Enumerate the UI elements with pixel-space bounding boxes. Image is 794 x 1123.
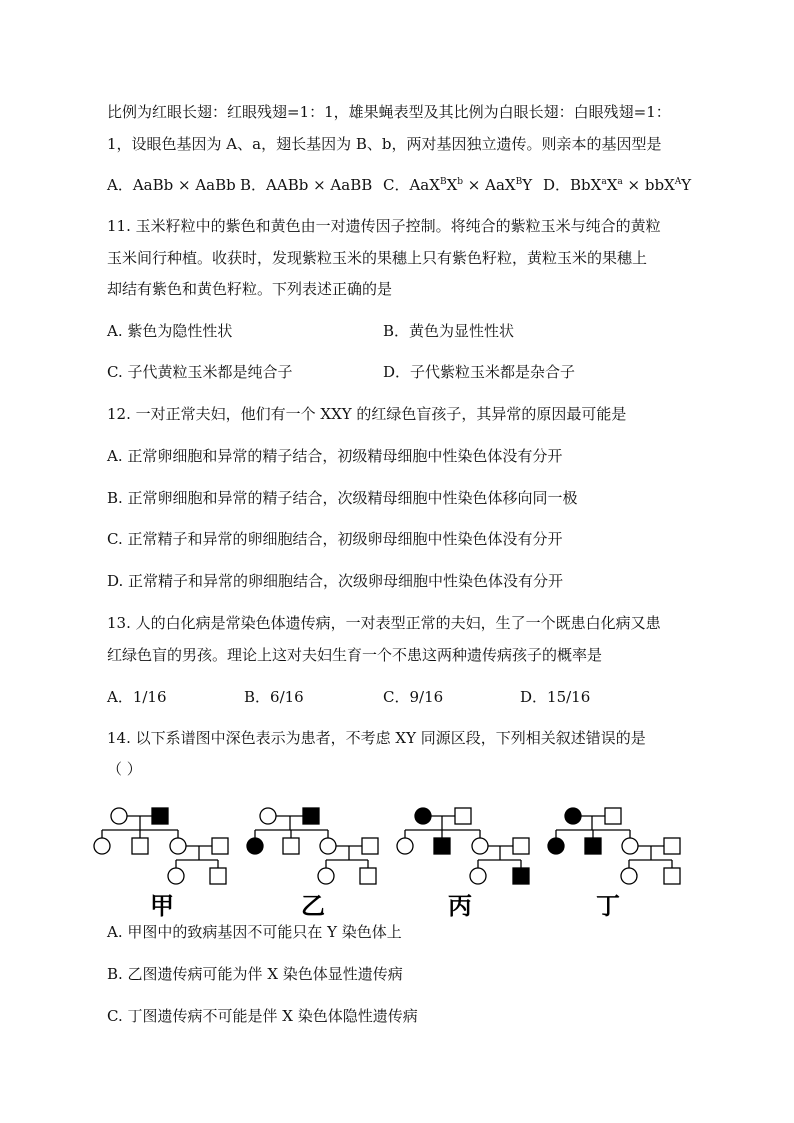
q13-option-b: B．6/16 xyxy=(244,688,304,706)
intro-option-c: C．$AaX^BX^b \times AaX^BY$ xyxy=(383,176,533,194)
q11-option-d: D．子代紫粒玉米都是杂合子 xyxy=(383,363,576,381)
bing-father xyxy=(455,808,471,824)
ding-mother-affected xyxy=(565,808,581,824)
q12-option-a: A. 正常卵细胞和异常的精子结合，初级精母细胞中性染色体没有分开 xyxy=(107,447,563,465)
jia-grandchild-male xyxy=(210,868,226,884)
yi-mother xyxy=(260,808,276,824)
intro-option-d: D．$BbX^aX^a \times bbX^AY$ xyxy=(543,176,692,194)
intro-line-1: 比例为红眼长翅：红眼残翅=1：1，雄果蝇表型及其比例为白眼长翅：白眼残翅=1： xyxy=(107,103,671,121)
q14-option-c: C. 丁图遗传病不可能是伴 X 染色体隐性遗传病 xyxy=(107,1007,418,1025)
intro-option-b: B．AABb × AaBB xyxy=(240,176,373,194)
q12-option-c: C. 正常精子和异常的卵细胞结合，初级卵母细胞中性染色体没有分开 xyxy=(107,530,563,548)
bing-grandchild-male-affected xyxy=(513,868,529,884)
pedigree-jia xyxy=(94,808,228,884)
q13-line-2: 红绿色盲的男孩。理论上这对夫妇生育一个不患这两种遗传病孩子的概率是 xyxy=(107,646,603,664)
q11-line-3: 却结有紫色和黄色籽粒。下列表述正确的是 xyxy=(107,280,393,298)
ding-daughter-2 xyxy=(622,838,638,854)
bing-daughter-2 xyxy=(472,838,488,854)
yi-grandchild-male xyxy=(360,868,376,884)
jia-son xyxy=(132,838,148,854)
ding-son-affected xyxy=(585,838,601,854)
q11-option-a: A. 紫色为隐性性状 xyxy=(107,322,233,340)
pedigree-yi xyxy=(247,808,378,884)
q14-option-a: A. 甲图中的致病基因不可能只在 Y 染色体上 xyxy=(107,923,402,941)
yi-son-in-law xyxy=(362,838,378,854)
ding-son-in-law xyxy=(664,838,680,854)
jia-grandchild-female xyxy=(168,868,184,884)
ding-grandchild-male xyxy=(664,868,680,884)
bing-son-affected xyxy=(434,838,450,854)
q11-line-1: 11. 玉米籽粒中的紫色和黄色由一对遗传因子控制。将纯合的紫粒玉米与纯合的黄粒 xyxy=(107,217,661,235)
pedigree-label-ding: 丁 xyxy=(596,891,620,920)
q14-line-2: （ ） xyxy=(107,760,142,778)
q11-option-c: C. 子代黄粒玉米都是纯合子 xyxy=(107,363,293,381)
jia-daughter xyxy=(94,838,110,854)
q11-option-b: B．黄色为显性性状 xyxy=(383,322,515,340)
yi-son xyxy=(283,838,299,854)
bing-son-in-law xyxy=(513,838,529,854)
q14-line-1: 14. 以下系谱图中深色表示为患者，不考虑 XY 同源区段，下列相关叙述错误的是 xyxy=(107,729,646,747)
bing-grandchild-female xyxy=(470,868,486,884)
ding-father xyxy=(605,808,621,824)
q13-line-1: 13. 人的白化病是常染色体遗传病，一对表型正常的夫妇，生了一个既患白化病又患 xyxy=(107,614,661,632)
jia-mother xyxy=(111,808,127,824)
ding-grandchild-female xyxy=(621,868,637,884)
jia-son-in-law xyxy=(212,838,228,854)
pedigree-figure xyxy=(0,800,794,930)
intro-line-2: 1，设眼色基因为 A、a，翅长基因为 B、b，两对基因独立遗传。则亲本的基因型是 xyxy=(107,135,662,153)
pedigree-label-yi: 乙 xyxy=(301,891,325,920)
intro-option-a: A．AaBb × AaBb xyxy=(107,176,236,194)
jia-daughter-2 xyxy=(170,838,186,854)
q13-option-a: A．1/16 xyxy=(107,688,167,706)
q13-option-d: D．15/16 xyxy=(520,688,591,706)
q12-option-b: B. 正常卵细胞和异常的精子结合，次级精母细胞中性染色体移向同一极 xyxy=(107,489,578,507)
ding-daughter-affected xyxy=(548,838,564,854)
yi-daughter-2 xyxy=(320,838,336,854)
q12-line-1: 12. 一对正常夫妇，他们有一个 XXY 的红绿色盲孩子，其异常的原因最可能是 xyxy=(107,405,627,423)
pedigree-label-jia: 甲 xyxy=(150,891,174,920)
bing-daughter xyxy=(397,838,413,854)
yi-grandchild-female xyxy=(318,868,334,884)
bing-mother-affected xyxy=(415,808,431,824)
q11-line-2: 玉米间行种植。收获时，发现紫粒玉米的果穗上只有紫色籽粒，黄粒玉米的果穗上 xyxy=(107,249,648,267)
pedigree-label-bing: 丙 xyxy=(448,891,472,920)
q12-option-d: D. 正常精子和异常的卵细胞结合，次级卵母细胞中性染色体没有分开 xyxy=(107,572,564,590)
q14-option-b: B. 乙图遗传病可能为伴 X 染色体显性遗传病 xyxy=(107,965,403,983)
yi-daughter-affected xyxy=(247,838,263,854)
pedigree-ding xyxy=(548,808,680,884)
pedigree-bing xyxy=(397,808,529,884)
jia-father-affected xyxy=(152,808,168,824)
q13-option-c: C．9/16 xyxy=(383,688,444,706)
yi-father-affected xyxy=(303,808,319,824)
